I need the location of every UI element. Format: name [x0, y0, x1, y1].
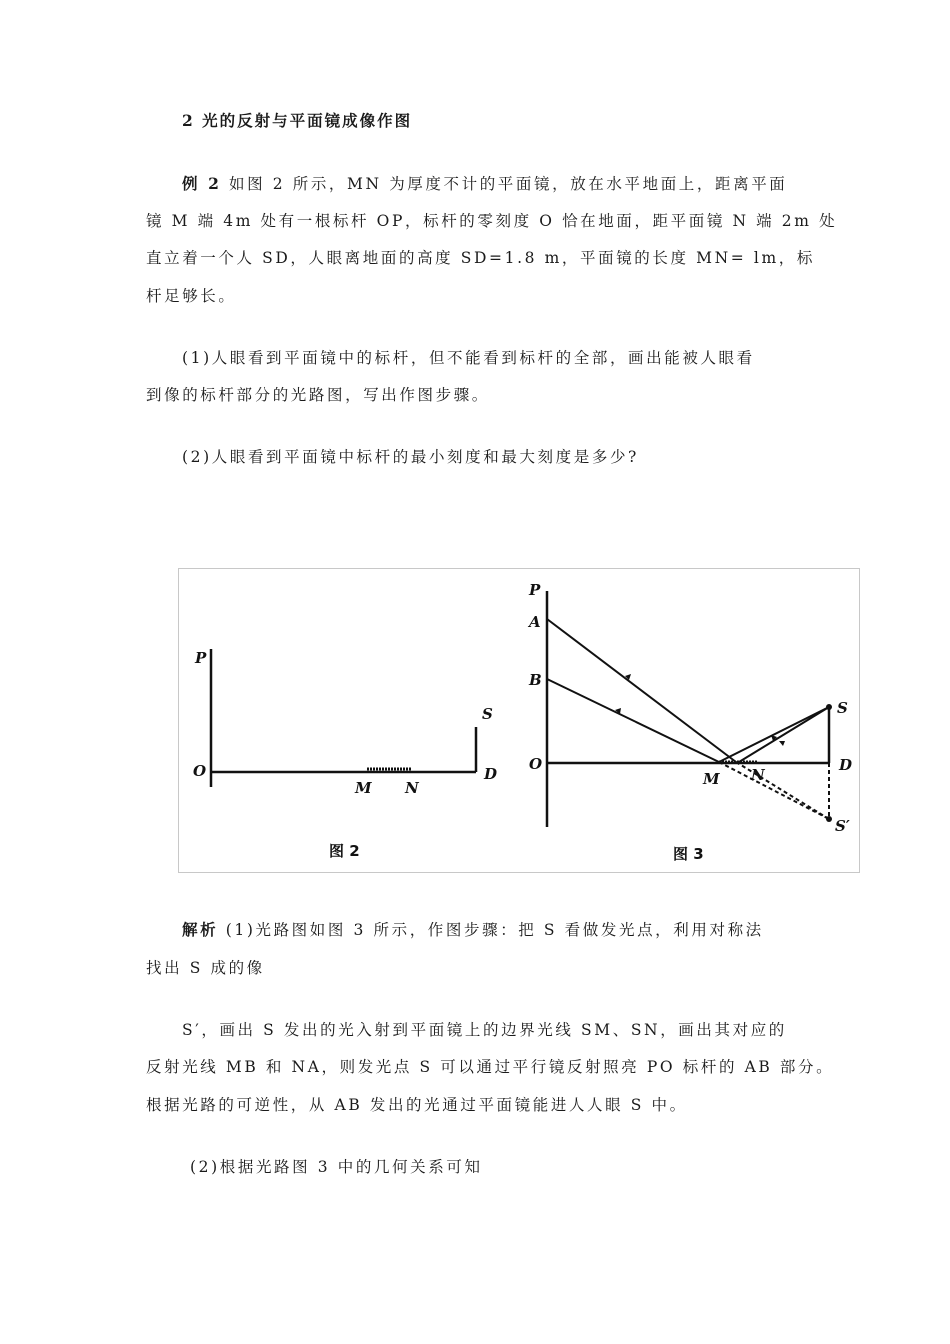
- figure-3: [527, 581, 852, 863]
- figure-panel: [178, 568, 860, 873]
- fig2-label-p: P: [195, 649, 207, 667]
- section-title: 2 光的反射与平面镜成像作图: [182, 111, 413, 130]
- example-line-2: 镜 M 端 4m 处有一根标杆 OP，标杆的零刻度 O 恰在地面，距平面镜 N 端 2m 处: [146, 212, 838, 230]
- fig3-label-b: B: [529, 671, 542, 689]
- fig3-ray-mb: [547, 679, 719, 762]
- question-1-line-1: (1)人眼看到平面镜中的标杆，但不能看到标杆的全部，画出能被人眼看: [182, 349, 755, 367]
- fig2-label-o: O: [193, 762, 207, 780]
- example-line-4: 杆足够长。: [146, 287, 237, 305]
- fig3-arrow-4: [779, 741, 785, 746]
- solution-text-1: (1)光路图如图 3 所示，作图步骤：把 S 看做发光点，利用对称法: [218, 921, 764, 939]
- solution-line-3: S′，画出 S 发出的光入射到平面镜上的边界光线 SM、SN，画出其对应的: [182, 1021, 787, 1039]
- fig2-label-m: M: [355, 779, 372, 797]
- fig3-label-a: A: [529, 613, 541, 631]
- example-line-3: 直立着一个人 SD，人眼离地面的高度 SD=1.8 m，平面镜的长度 MN= lm，标: [146, 249, 815, 267]
- example-line-1: [182, 172, 842, 194]
- fig3-label-s-prime: S′: [835, 817, 850, 835]
- fig3-ray-sn: [739, 707, 829, 762]
- question-2: (2)人眼看到平面镜中标杆的最小刻度和最大刻度是多少?: [182, 448, 639, 466]
- fig3-label-n: N: [751, 766, 765, 784]
- fig3-label-d: D: [839, 756, 853, 774]
- solution-line-4: 反射光线 MB 和 NA，则发光点 S 可以通过平行镜反射照亮 PO 标杆的 AB 部分。: [146, 1058, 835, 1076]
- fig3-point-s-prime: [826, 816, 832, 822]
- fig2-label-d: D: [484, 765, 498, 783]
- fig3-ray-sm: [719, 707, 829, 762]
- fig3-ray-na: [547, 619, 736, 762]
- solution-tag: 解析: [182, 920, 219, 939]
- figures-svg: [179, 569, 861, 874]
- example-text-1: 如图 2 所示，MN 为厚度不计的平面镜，放在水平地面上，距离平面: [221, 175, 788, 193]
- fig3-point-s: [826, 704, 832, 710]
- fig3-label-p: P: [529, 581, 541, 599]
- fig2-caption: 图 2: [329, 842, 360, 860]
- solution-line-6: (2)根据光路图 3 中的几何关系可知: [190, 1158, 483, 1176]
- fig3-caption: 图 3: [673, 845, 704, 863]
- fig2-label-s: S: [482, 705, 493, 723]
- fig3-label-s: S: [837, 699, 848, 717]
- fig3-label-m: M: [703, 770, 720, 788]
- fig3-dashed-n-sprime: [736, 762, 829, 819]
- solution-line-2: 找出 S 成的像: [146, 959, 265, 977]
- solution-line-1: [182, 918, 842, 940]
- fig3-label-o: O: [529, 755, 543, 773]
- figure-2: [193, 649, 497, 860]
- fig3-dashed-m-sprime: [719, 762, 829, 819]
- example-tag: 例 2: [182, 174, 222, 193]
- fig2-label-n: N: [405, 779, 419, 797]
- question-1-line-2: 到像的标杆部分的光路图，写出作图步骤。: [146, 386, 490, 404]
- solution-line-5: 根据光路的可逆性，从 AB 发出的光通过平面镜能进人人眼 S 中。: [146, 1096, 688, 1114]
